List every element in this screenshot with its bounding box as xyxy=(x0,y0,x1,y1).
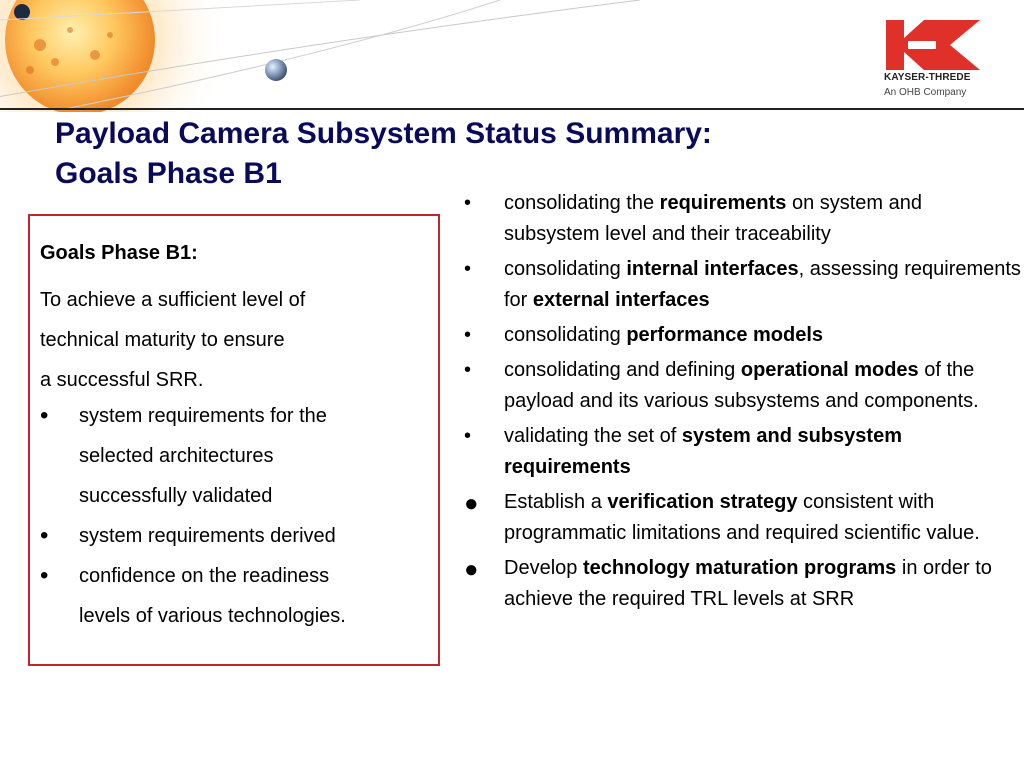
item-text-bold: system and subsystem requirements xyxy=(504,425,902,478)
goals-item-line: confidence on the readiness xyxy=(79,565,330,587)
bullet-icon: • xyxy=(464,192,472,214)
item-text: consolidating xyxy=(504,258,627,280)
kt-logo-mark-icon xyxy=(886,20,980,70)
item-text-bold: performance models xyxy=(626,324,824,346)
bullet-icon: • xyxy=(464,359,472,381)
item-text: Establish a xyxy=(504,491,608,513)
bullet-icon: ● xyxy=(464,490,479,517)
item-text-bold: operational modes xyxy=(740,359,919,381)
list-item xyxy=(462,320,1022,351)
header-rule xyxy=(0,108,1024,110)
item-text-bold: technology maturation programs xyxy=(582,557,897,579)
goals-item-line: levels of various technologies. xyxy=(79,605,346,627)
goals-intro-line: To achieve a sufficient level of xyxy=(40,289,306,311)
item-text-bold: internal interfaces xyxy=(626,258,799,280)
goals-list-item xyxy=(40,396,435,516)
item-text: , assessing requirements for xyxy=(504,258,1021,311)
goals-heading: Goals Phase B1: xyxy=(40,242,198,264)
bullet-icon: • xyxy=(40,402,49,429)
bullet-icon: • xyxy=(40,522,49,549)
goals-list-item xyxy=(40,516,435,556)
item-text: consolidating the xyxy=(504,192,660,214)
list-item xyxy=(462,487,1022,549)
goals-item-line: successfully validated xyxy=(79,485,273,507)
item-text: Develop xyxy=(504,557,583,579)
item-text: in order to achieve the required TRL levels at SRR xyxy=(504,557,992,610)
item-text: consolidating and defining xyxy=(504,359,741,381)
list-item xyxy=(462,421,1022,483)
item-text: consolidating xyxy=(504,324,627,346)
item-text: on system and subsystem level and their traceability xyxy=(504,192,923,245)
goals-intro-line: a successful SRR. xyxy=(40,369,204,391)
goals-box xyxy=(28,214,440,666)
list-item xyxy=(462,553,1022,615)
bullet-icon: ● xyxy=(464,556,479,583)
goals-list-item xyxy=(40,556,435,636)
bullet-icon: • xyxy=(40,562,49,589)
item-text-bold: external interfaces xyxy=(532,289,710,311)
bullet-icon: • xyxy=(464,425,472,447)
item-text-bold: verification strategy xyxy=(607,491,798,513)
list-item xyxy=(462,188,1022,250)
goals-item-line: system requirements derived xyxy=(79,525,336,547)
slide-title xyxy=(55,114,712,194)
list-item xyxy=(462,355,1022,417)
item-text: validating the set of xyxy=(504,425,682,447)
goals-intro-line: technical maturity to ensure xyxy=(40,329,285,351)
goals-item-line: system requirements for the xyxy=(79,405,327,427)
item-text: of the payload and its various subsystems and components. xyxy=(504,359,979,412)
title-line-1: Payload Camera Subsystem Status Summary: xyxy=(55,117,712,150)
bullet-icon: • xyxy=(464,258,472,280)
solar-system-header-graphic xyxy=(0,0,1024,112)
kayser-threde-logo xyxy=(884,20,984,98)
item-text: consistent with programmatic limitations and required scientific value. xyxy=(504,491,980,544)
item-text-bold: requirements xyxy=(659,192,787,214)
bullet-icon: • xyxy=(464,324,472,346)
list-item xyxy=(462,254,1022,316)
status-bullet-list xyxy=(462,188,1022,619)
title-line-2: Goals Phase B1 xyxy=(55,157,282,190)
logo-company-name: KAYSER-THREDE xyxy=(884,72,971,83)
goals-item-line: selected architectures xyxy=(79,445,274,467)
goals-list xyxy=(40,396,435,636)
goals-intro xyxy=(40,280,430,400)
logo-tagline: An OHB Company xyxy=(884,87,967,98)
